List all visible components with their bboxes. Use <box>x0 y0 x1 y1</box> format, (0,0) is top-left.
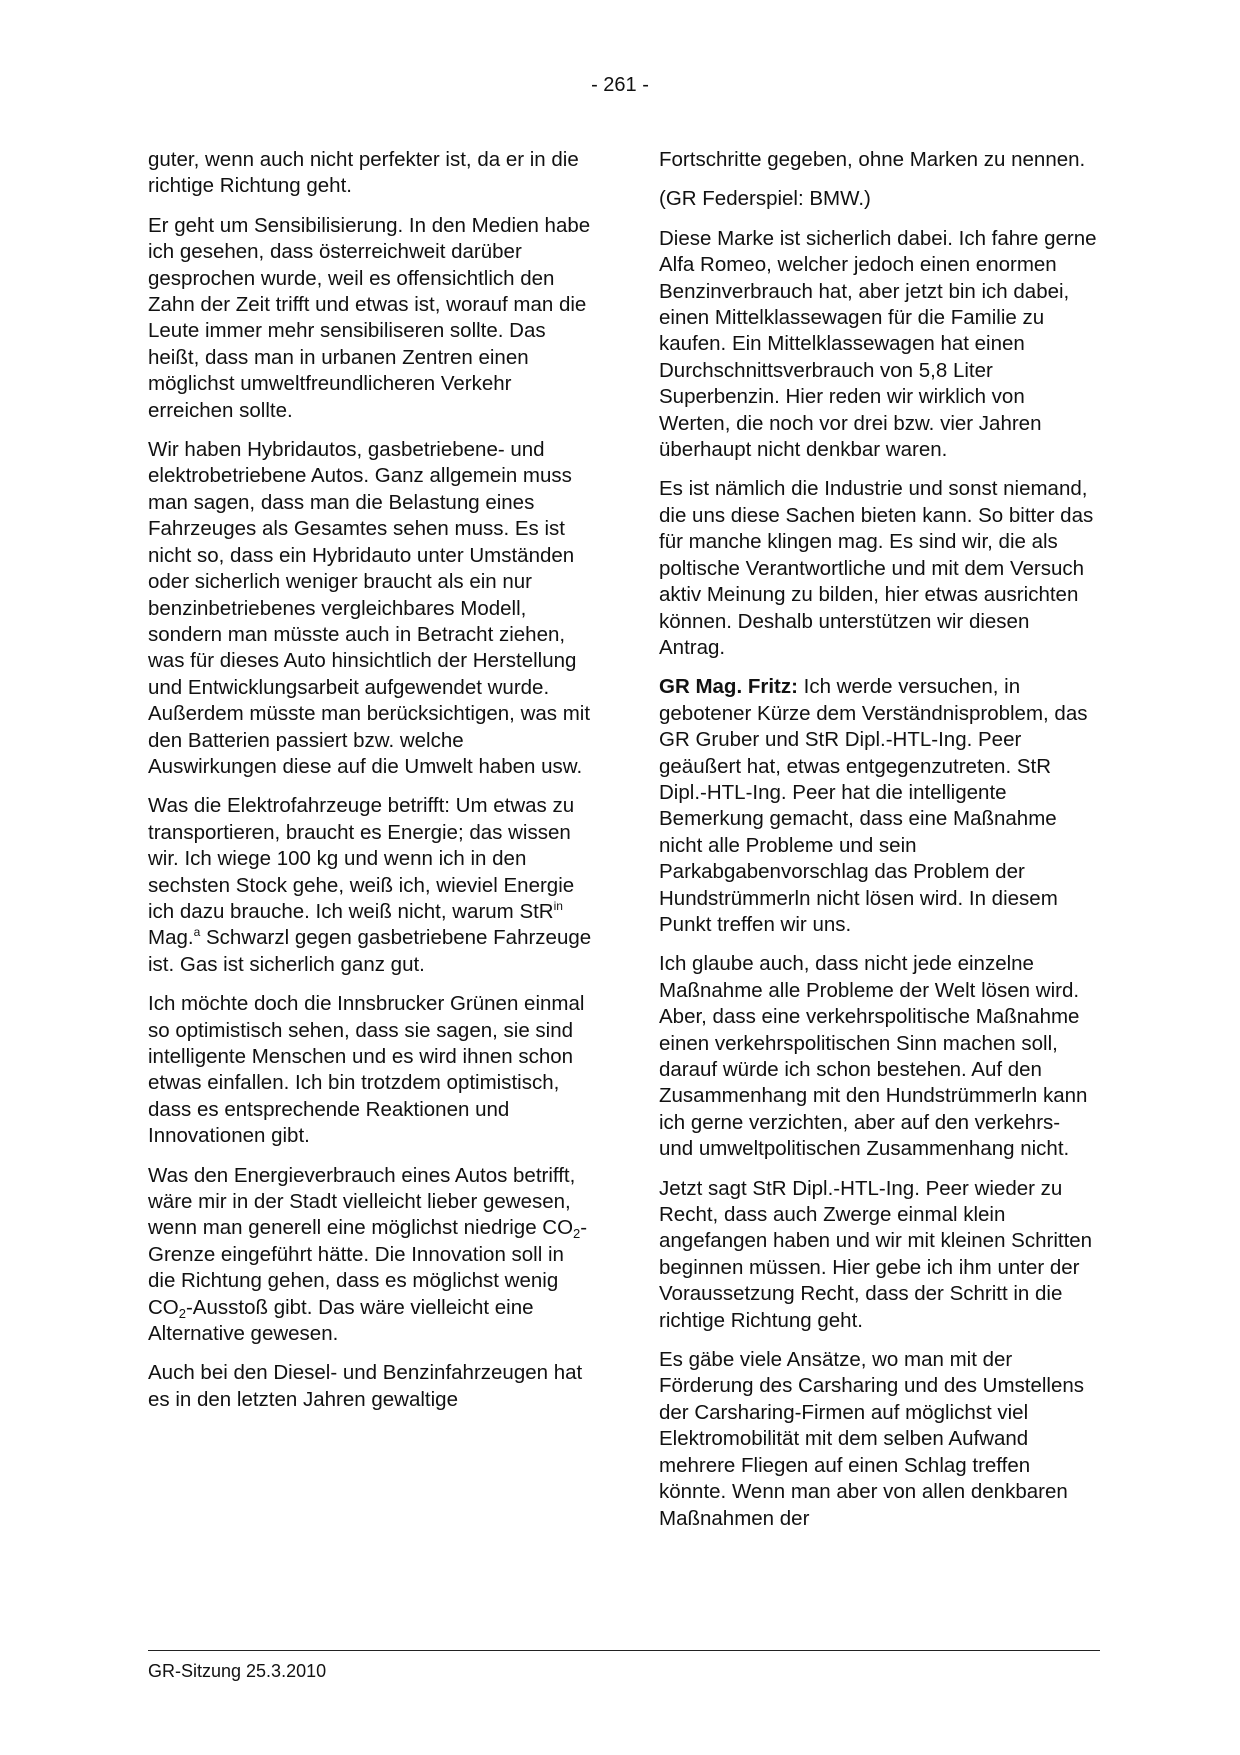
paragraph: Was die Elektrofahrzeuge betrifft: Um etwas zu transportieren, braucht es Energie; das wissen wir. Ich wiege 100 kg und wenn ich in den sechsten Stock gehe, weiß ich, wieviel Energie ich dazu brauche. Ich weiß nicht, warum StR$^{in}$ Mag.$^a$ Schwarzl gegen gasbetriebene Fahrzeuge ist. Gas ist sicherlich ganz gut. <box>148 794 592 976</box>
paragraph: guter, wenn auch nicht perfekter ist, da er in die richtige Richtung geht. <box>148 148 579 198</box>
paragraph: Auch bei den Diesel- und Benzinfahrzeugen hat es in den letzten Jahren gewaltige <box>148 1361 583 1411</box>
footer-session-date: GR-Sitzung 25.3.2010 <box>148 1661 327 1681</box>
paragraph: Es ist nämlich die Industrie und sonst niemand, die uns diese Sachen bieten kann. So bitter das für manche klingen mag. Es sind wir, die als poltische Verantwortliche und mit dem Versuch aktiv Meinung zu bilden, hier etwas ausrichten können. Deshalb unterstützen wir diesen Antrag. <box>659 477 1094 659</box>
left-column <box>148 147 593 1413</box>
subscript: 2 <box>178 1305 186 1321</box>
subscript: 2 <box>573 1226 581 1242</box>
speaker-name: GR Mag. Fritz: <box>659 675 798 699</box>
page-number: - 261 - <box>591 74 649 96</box>
paragraph: Jetzt sagt StR Dipl.-HTL-Ing. Peer wieder zu Recht, dass auch Zwerge einmal klein angefangen haben und wir mit kleinen Schritten beginnen müssen. Hier gebe ich ihm unter der Voraussetzung Recht, dass der Schritt in die richtige Richtung geht. <box>659 1176 1093 1332</box>
paragraph: Was den Energieverbrauch eines Autos betrifft, wäre mir in der Stadt vielleicht lieber gewesen, wenn man generell eine möglichst niedrige $CO_2$-Grenze eingeführt hätte. Die Innovation soll in die Richtung gehen, dass es möglichst wenig $CO_2$-Ausstoß gibt. Das wäre vielleicht eine Alternative gewesen. <box>148 1163 588 1346</box>
paragraph: GR Mag. Fritz: Ich werde versuchen, in gebotener Kürze dem Verständnisproblem, das GR Gruber und StR Dipl.-HTL-Ing. Peer geäußert hat, etwas entgegenzutreten. StR Dipl.-HTL-Ing. Peer hat die intelligente Bemerkung gemacht, dass eine Maßnahme nicht alle Probleme und sein Parkabgabenvorschlag das Problem der Hundstrümmerln nicht lösen wird. In diesem Punkt treffen wir uns. <box>659 675 1088 936</box>
paragraph: Diese Marke ist sicherlich dabei. Ich fahre gerne Alfa Romeo, welcher jedoch einen enormen Benzinverbrauch hat, aber jetzt bin ich dabei, einen Mittelklassewagen für die Familie zu kaufen. Ein Mittelklassewagen hat einen Durchschnittsverbrauch von 5,8 Liter Superbenzin. Hier reden wir wirklich von Werten, die noch vor drei bzw. vier Jahren überhaupt nicht denkbar waren. <box>659 226 1097 462</box>
superscript: a <box>193 925 201 940</box>
paragraph: Wir haben Hybridautos, gasbetriebene- und elektrobetriebene Autos. Ganz allgemein muss man sagen, dass man die Belastung eines Fahrzeuges als Gesamtes sehen muss. Es ist nicht so, dass ein Hybridauto unter Umständen oder sicherlich weniger braucht als ein nur benzinbetriebenes vergleichbares Modell, sondern man müsste auch in Betracht ziehen, was für dieses Auto hinsichtlich der Herstellung und Entwicklungsarbeit aufgewendet wurde. Außerdem müsste man berücksichtigen, was mit den Batterien passiert bzw. welche Auswirkungen diese auf die Umwelt haben usw. <box>148 438 591 778</box>
superscript: in <box>553 898 563 913</box>
interjection: (GR Federspiel: BMW.) <box>659 187 871 211</box>
paragraph: Es gäbe viele Ansätze, wo man mit der Förderung des Carsharing und des Umstellens der Carsharing-Firmen auf möglichst viel Elektromobilität mit dem selben Aufwand mehrere Fliegen auf einen Schlag treffen könnte. Wenn man aber von allen denkbaren Maßnahmen der <box>659 1348 1085 1530</box>
right-column <box>659 147 1099 1532</box>
paragraph: Er geht um Sensibilisierung. In den Medien habe ich gesehen, dass österreichweit darüber gesprochen wurde, weil es offensichtlich den Zahn der Zeit trifft und etwas ist, worauf man die Leute immer mehr sensibiliseren sollte. Das heißt, dass man in urbanen Zentren einen möglichst umweltfreundlicheren Verkehr erreichen sollte. <box>148 213 591 422</box>
paragraph: Ich glaube auch, dass nicht jede einzelne Maßnahme alle Probleme der Welt lösen wird. Aber, dass eine verkehrspolitische Maßnahme einen verkehrspolitischen Sinn machen soll, darauf würde ich schon bestehen. Auf den Zusammenhang mit den Hundstrümmerln kann ich gerne verzichten, aber auf den verkehrs- und umweltpolitischen Zusammenhang nicht. <box>659 952 1088 1161</box>
paragraph: Fortschritte gegeben, ohne Marken zu nennen. <box>659 148 1086 171</box>
footer-divider <box>148 1650 1100 1651</box>
paragraph: Ich möchte doch die Innsbrucker Grünen einmal so optimistisch sehen, dass sie sagen, sie sind intelligente Menschen und es wird ihnen schon etwas einfallen. Ich bin trotzdem optimistisch, dass es entsprechende Reaktionen und Innovationen gibt. <box>148 992 585 1148</box>
